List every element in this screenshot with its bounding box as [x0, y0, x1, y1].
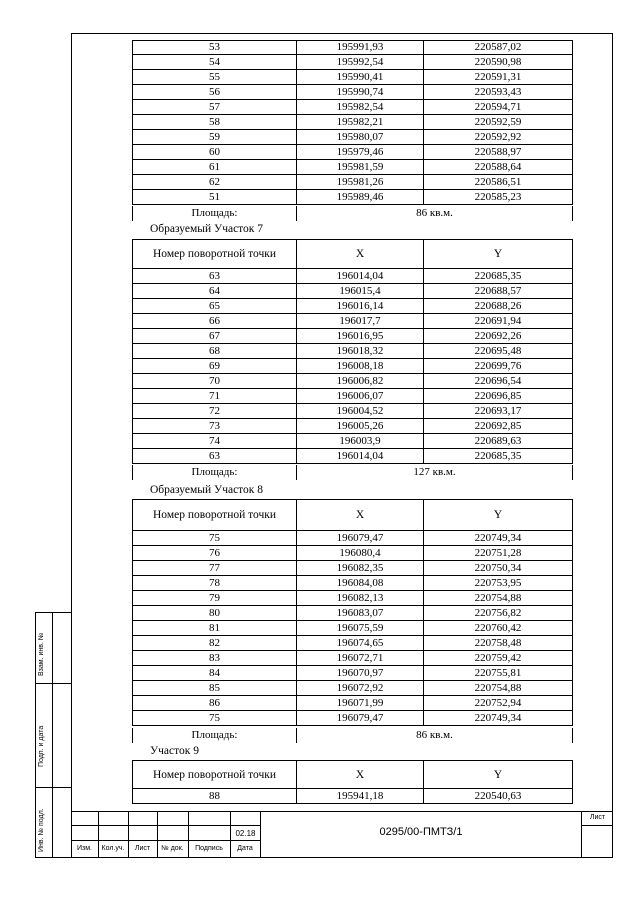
x-coordinate: 195990,41: [296, 70, 423, 85]
point-number: 73: [132, 419, 296, 434]
point-number: 81: [132, 621, 296, 636]
x-coordinate: 196074,65: [296, 636, 423, 651]
table-row: [132, 419, 573, 434]
x-coordinate: 196016,14: [296, 299, 423, 314]
x-coordinate: 195989,46: [296, 190, 423, 205]
x-coordinate: 195981,59: [296, 160, 423, 175]
table-row: [132, 359, 573, 374]
point-number: 75: [132, 531, 296, 546]
x-coordinate: 196003,9: [296, 434, 423, 449]
point-number: 72: [132, 404, 296, 419]
y-coordinate: 220692,85: [423, 419, 573, 434]
side-strip-div1: [35, 683, 72, 684]
table-row: [132, 434, 573, 449]
x-coordinate: 195980,07: [296, 130, 423, 145]
x-coordinate: 196004,52: [296, 404, 423, 419]
stamp-row-line1: [71, 825, 260, 826]
y-coordinate: 220693,17: [423, 404, 573, 419]
table-row: [132, 651, 573, 666]
side-label-vzam: Взам. инв. №: [38, 632, 45, 676]
header-x: X: [296, 760, 423, 789]
y-coordinate: 220592,59: [423, 115, 573, 130]
y-coordinate: 220749,34: [423, 531, 573, 546]
y-coordinate: 220688,57: [423, 284, 573, 299]
y-coordinate: 220691,94: [423, 314, 573, 329]
y-coordinate: 220594,71: [423, 100, 573, 115]
x-coordinate: 195982,21: [296, 115, 423, 130]
side-strip-mid: [52, 612, 53, 858]
point-number: 70: [132, 374, 296, 389]
y-coordinate: 220540,63: [423, 789, 573, 804]
header-point: Номер поворотной точки: [132, 499, 296, 531]
x-coordinate: 196008,18: [296, 359, 423, 374]
stamp-top-line: [71, 811, 613, 812]
point-number: 85: [132, 681, 296, 696]
y-coordinate: 220593,43: [423, 85, 573, 100]
header-point: Номер поворотной точки: [132, 760, 296, 789]
table-row: [132, 576, 573, 591]
block2-header: [132, 239, 573, 269]
x-coordinate: 195982,54: [296, 100, 423, 115]
point-number: 88: [132, 789, 296, 804]
table-row: [132, 85, 573, 100]
point-number: 69: [132, 359, 296, 374]
y-coordinate: 220588,64: [423, 160, 573, 175]
y-coordinate: 220586,51: [423, 175, 573, 190]
area-label: Площадь:: [132, 728, 296, 743]
y-coordinate: 220696,54: [423, 374, 573, 389]
point-number: 63: [132, 269, 296, 284]
x-coordinate: 196014,04: [296, 269, 423, 284]
y-coordinate: 220696,85: [423, 389, 573, 404]
table-row: [132, 269, 573, 284]
y-coordinate: 220692,26: [423, 329, 573, 344]
point-number: 77: [132, 561, 296, 576]
point-number: 86: [132, 696, 296, 711]
stamp-col-kolvo: Кол.уч.: [101, 845, 125, 852]
x-coordinate: 195979,46: [296, 145, 423, 160]
side-strip-outer: [35, 612, 36, 858]
x-coordinate: 196006,07: [296, 389, 423, 404]
doc-code: 0295/00-ПМТЗ/1: [379, 826, 463, 838]
stamp-col-data: Дата: [237, 845, 253, 852]
y-coordinate: 220588,97: [423, 145, 573, 160]
y-coordinate: 220752,94: [423, 696, 573, 711]
table-row: [132, 636, 573, 651]
point-number: 84: [132, 666, 296, 681]
table-row: [132, 621, 573, 636]
table-row: [132, 40, 573, 55]
area-value: 127 кв.м.: [296, 465, 573, 480]
x-coordinate: 196016,95: [296, 329, 423, 344]
side-label-inv: Инв. № подл.: [38, 808, 45, 852]
y-coordinate: 220753,95: [423, 576, 573, 591]
table-row: [132, 115, 573, 130]
table-row: [132, 789, 573, 804]
table-row: [132, 561, 573, 576]
frame-bottom: [71, 857, 613, 858]
x-coordinate: 195981,26: [296, 175, 423, 190]
area-value: 86 кв.м.: [296, 206, 573, 221]
table-row: [132, 329, 573, 344]
block3-area-row: [132, 728, 573, 743]
header-x: X: [296, 239, 423, 269]
point-number: 66: [132, 314, 296, 329]
stamp-date-value: 02.18: [235, 829, 256, 838]
point-number: 82: [132, 636, 296, 651]
point-number: 79: [132, 591, 296, 606]
side-label-podp: Подп. и дата: [38, 725, 45, 767]
point-number: 64: [132, 284, 296, 299]
x-coordinate: 195941,18: [296, 789, 423, 804]
table-row: [132, 449, 573, 464]
table-row: [132, 374, 573, 389]
table-row: [132, 711, 573, 726]
table-row: [132, 314, 573, 329]
y-coordinate: 220585,23: [423, 190, 573, 205]
table-row: [132, 299, 573, 314]
sheet-label: Лист: [589, 814, 606, 821]
side-strip-top: [35, 612, 72, 613]
point-number: 53: [132, 40, 296, 55]
table-row: [132, 591, 573, 606]
header-point: Номер поворотной точки: [132, 239, 296, 269]
table-row: [132, 606, 573, 621]
x-coordinate: 196005,26: [296, 419, 423, 434]
table-row: [132, 546, 573, 561]
point-number: 59: [132, 130, 296, 145]
point-number: 83: [132, 651, 296, 666]
x-coordinate: 196018,32: [296, 344, 423, 359]
area-label: Площадь:: [132, 465, 296, 480]
y-coordinate: 220590,98: [423, 55, 573, 70]
table-row: [132, 70, 573, 85]
y-coordinate: 220751,28: [423, 546, 573, 561]
y-coordinate: 220758,48: [423, 636, 573, 651]
block1-area-row: [132, 206, 573, 221]
y-coordinate: 220756,82: [423, 606, 573, 621]
table-row: [132, 696, 573, 711]
x-coordinate: 196070,97: [296, 666, 423, 681]
x-coordinate: 195991,93: [296, 40, 423, 55]
y-coordinate: 220685,35: [423, 449, 573, 464]
point-number: 71: [132, 389, 296, 404]
x-coordinate: 196006,82: [296, 374, 423, 389]
table-row: [132, 666, 573, 681]
point-number: 78: [132, 576, 296, 591]
y-coordinate: 220749,34: [423, 711, 573, 726]
stamp-col-izm: Изм.: [77, 845, 92, 852]
block3-header: [132, 499, 573, 531]
x-coordinate: 196082,35: [296, 561, 423, 576]
frame-left: [71, 33, 72, 858]
block3-title: Образуемый Участок 8: [150, 484, 264, 496]
point-number: 58: [132, 115, 296, 130]
stamp-col-podpis: Подпись: [195, 845, 223, 852]
point-number: 60: [132, 145, 296, 160]
point-number: 54: [132, 55, 296, 70]
y-coordinate: 220760,42: [423, 621, 573, 636]
point-number: 65: [132, 299, 296, 314]
x-coordinate: 196082,13: [296, 591, 423, 606]
point-number: 57: [132, 100, 296, 115]
x-coordinate: 196072,92: [296, 681, 423, 696]
point-number: 62: [132, 175, 296, 190]
y-coordinate: 220685,35: [423, 269, 573, 284]
x-coordinate: 196079,47: [296, 531, 423, 546]
y-coordinate: 220754,88: [423, 591, 573, 606]
y-coordinate: 220587,02: [423, 40, 573, 55]
block2-title: Образуемый Участок 7: [150, 223, 264, 235]
area-value: 86 кв.м.: [296, 728, 573, 743]
header-y: Y: [423, 760, 573, 789]
block2-area-row: [132, 465, 573, 480]
table-row: [132, 130, 573, 145]
point-number: 68: [132, 344, 296, 359]
table-row: [132, 284, 573, 299]
x-coordinate: 196083,07: [296, 606, 423, 621]
frame-right: [612, 33, 613, 858]
table-row: [132, 145, 573, 160]
table-row: [132, 100, 573, 115]
stamp-sheet-line: [581, 825, 613, 826]
x-coordinate: 196079,47: [296, 711, 423, 726]
header-y: Y: [423, 499, 573, 531]
table-row: [132, 55, 573, 70]
stamp-row-line2: [71, 840, 260, 841]
y-coordinate: 220689,63: [423, 434, 573, 449]
table-row: [132, 681, 573, 696]
x-coordinate: 196075,59: [296, 621, 423, 636]
y-coordinate: 220695,48: [423, 344, 573, 359]
x-coordinate: 196015,4: [296, 284, 423, 299]
table-row: [132, 190, 573, 205]
point-number: 51: [132, 190, 296, 205]
table-row: [132, 389, 573, 404]
point-number: 76: [132, 546, 296, 561]
y-coordinate: 220688,26: [423, 299, 573, 314]
x-coordinate: 195992,54: [296, 55, 423, 70]
y-coordinate: 220750,34: [423, 561, 573, 576]
header-y: Y: [423, 239, 573, 269]
side-strip-div2: [35, 787, 72, 788]
table-row: [132, 404, 573, 419]
point-number: 75: [132, 711, 296, 726]
y-coordinate: 220699,76: [423, 359, 573, 374]
table-row: [132, 531, 573, 546]
point-number: 80: [132, 606, 296, 621]
stamp-col-ndok: № док.: [161, 845, 184, 852]
point-number: 67: [132, 329, 296, 344]
x-coordinate: 196084,08: [296, 576, 423, 591]
y-coordinate: 220591,31: [423, 70, 573, 85]
y-coordinate: 220592,92: [423, 130, 573, 145]
block4-title: Участок 9: [150, 745, 199, 757]
stamp-col-list: Лист: [134, 845, 151, 852]
point-number: 74: [132, 434, 296, 449]
x-coordinate: 196080,4: [296, 546, 423, 561]
point-number: 61: [132, 160, 296, 175]
table-row: [132, 175, 573, 190]
y-coordinate: 220755,81: [423, 666, 573, 681]
side-strip-bottom: [35, 857, 72, 858]
table-row: [132, 344, 573, 359]
x-coordinate: 196017,7: [296, 314, 423, 329]
x-coordinate: 196014,04: [296, 449, 423, 464]
point-number: 55: [132, 70, 296, 85]
x-coordinate: 195990,74: [296, 85, 423, 100]
block4-header: [132, 760, 573, 789]
header-x: X: [296, 499, 423, 531]
stamp-col-6: [260, 811, 261, 858]
y-coordinate: 220759,42: [423, 651, 573, 666]
y-coordinate: 220754,88: [423, 681, 573, 696]
table-row: [132, 160, 573, 175]
area-label: Площадь:: [132, 206, 296, 221]
x-coordinate: 196071,99: [296, 696, 423, 711]
point-number: 63: [132, 449, 296, 464]
frame-top: [71, 33, 613, 34]
point-number: 56: [132, 85, 296, 100]
x-coordinate: 196072,71: [296, 651, 423, 666]
